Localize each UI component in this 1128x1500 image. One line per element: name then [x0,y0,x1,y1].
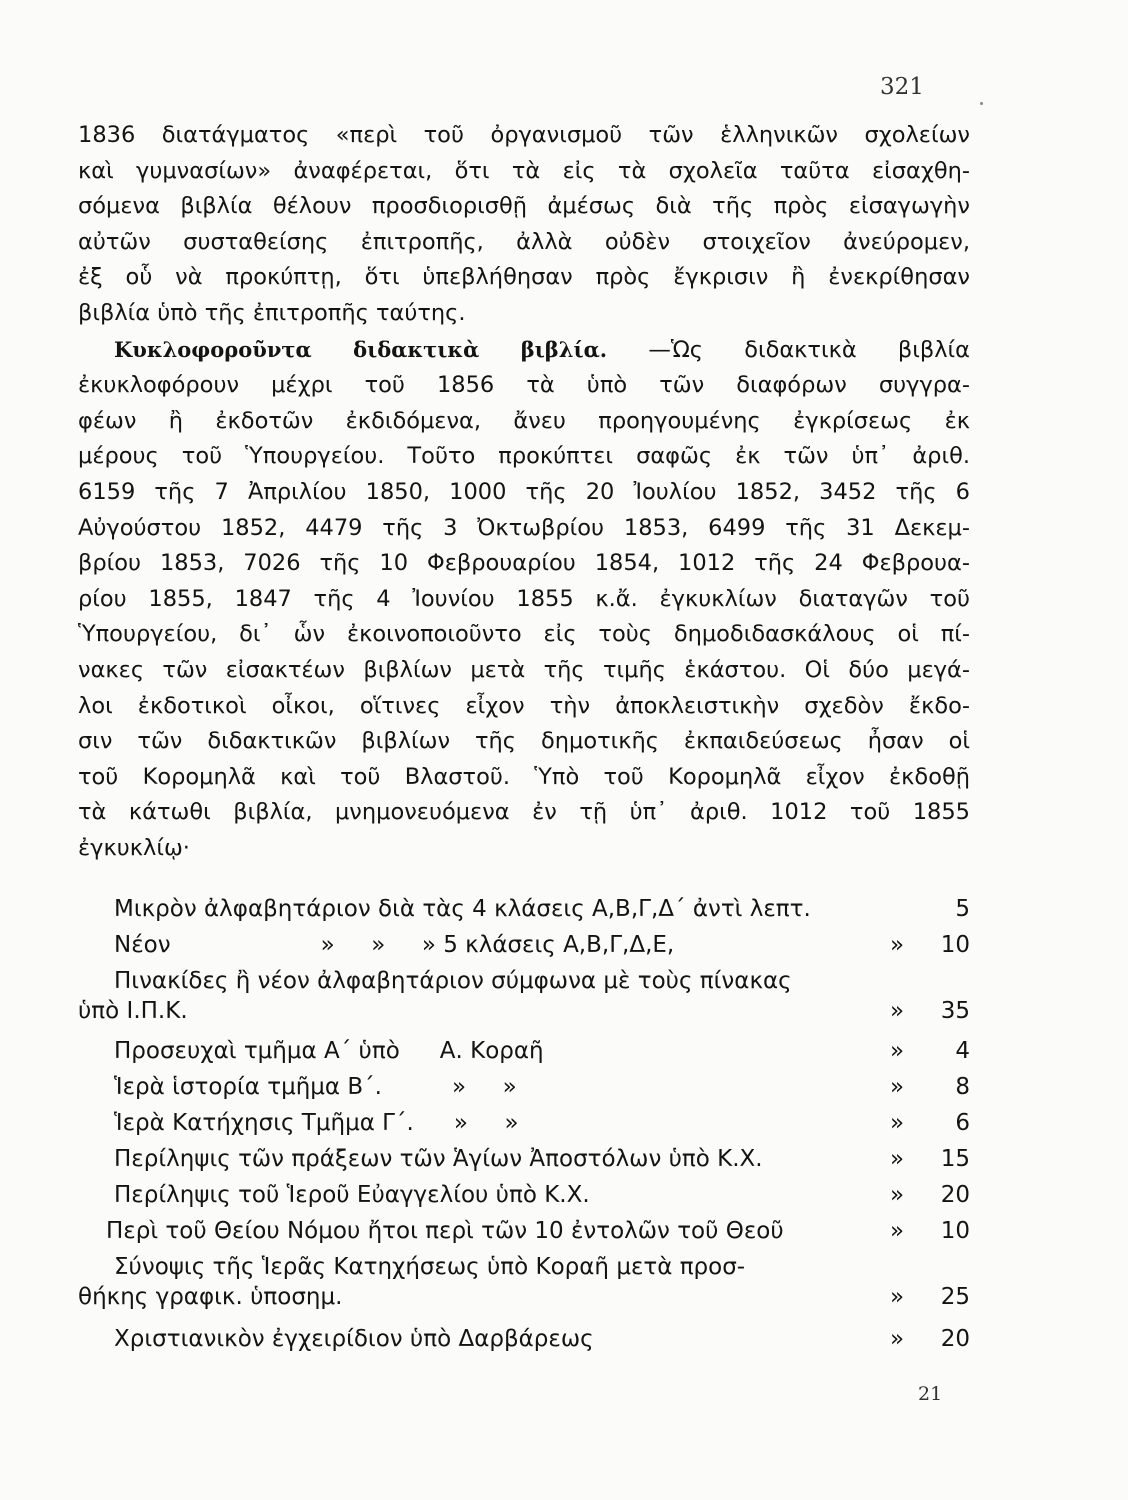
ditto-marks: » » [453,1110,519,1136]
book-title: Περίληψις τῶν πράξεων τῶν Ἁγίων Ἀποστόλων ὑπὸ Κ.Χ. [114,1146,763,1172]
book-price: 10 [940,1218,970,1244]
book-title: Χριστιανικὸν ἐγχειρίδιον ὑπὸ Δαρβάρεως [114,1326,594,1352]
list-item [78,998,970,1038]
text-line: τοῦ Κορομηλᾶ καὶ τοῦ Βλαστοῦ. Ὑπὸ τοῦ Κορομηλᾶ εἶχον ἐκδοθῇ [78,763,970,790]
list-item [78,1110,970,1146]
list-item [78,1284,970,1326]
book-price: 25 [940,1284,970,1310]
text-line: βιβλία ὑπὸ τῆς ἐπιτροπῆς ταύτης. [78,299,466,326]
book-author: Α. Κοραῆ [439,1038,544,1064]
ditto-mark: » [889,932,905,958]
text-line: ρίου 1855, 1847 τῆς 4 Ἰουνίου 1855 κ.ἄ. ἐγκυκλίων διαταγῶν τοῦ [78,585,970,612]
ditto-mark: » [889,1284,905,1310]
ditto-mark: » [889,1182,905,1208]
book-price: 5 [955,896,970,922]
ditto-mark: » [889,998,905,1024]
section-heading: Κυκλοφοροῦντα διδακτικὰ βιβλία. [114,336,608,362]
text-line: νακες τῶν εἰσακτέων βιβλίων μετὰ τῆς τιμῆς ἑκάστου. Οἱ δύο μεγά- [78,656,970,683]
book-price: 4 [955,1038,970,1064]
signature-mark: 21 [918,1383,943,1405]
book-title: θήκης γραφικ. ὑποσημ. [78,1284,343,1310]
text-line: μέρους τοῦ Ὑπουργείου. Τοῦτο προκύπτει σαφῶς ἐκ τῶν ὑπ᾿ ἀριθ. [78,443,970,470]
list-item [78,1326,970,1362]
text-line: βρίου 1853, 7026 τῆς 10 Φεβρουαρίου 1854, 1012 τῆς 24 Φεβρουα- [78,550,970,577]
book-title [78,1038,860,1064]
text-line: Αὐγούστου 1852, 4479 τῆς 3 Ὀκτωβρίου 1853, 6499 τῆς 31 Δεκεμ- [78,514,970,541]
text-line: ἐκυκλοφόρουν μέχρι τοῦ 1856 τὰ ὑπὸ τῶν διαφόρων συγγρα- [78,372,970,399]
ditto-mark: » [889,1110,905,1136]
list-item [78,968,970,998]
heading-rest: —Ὡς διδακτικὰ βιβλία [648,336,970,363]
list-item [78,1038,970,1074]
text-line: φέων ἢ ἐκδοτῶν ἐκδιδόμενα, ἄνευ προηγουμένης ἐγκρίσεως ἐκ [78,407,970,434]
text-line: αὐτῶν συσταθείσης ἐπιτροπῆς, ἀλλὰ οὐδὲν στοιχεῖον ἀνεύρομεν, [78,228,970,255]
book-price: 35 [940,998,970,1024]
list-item [78,1254,970,1284]
ditto-marks: » » [452,1074,517,1100]
book-title: Περίληψις τοῦ Ἱεροῦ Εὐαγγελίου ὑπὸ Κ.Χ. [114,1182,590,1208]
ditto-mark: » [889,1074,905,1100]
ditto-marks: » » » [320,932,436,958]
text-line: τὰ κάτωθι βιβλία, μνημονευόμενα ἐν τῇ ὑπ᾿ ἀριθ. 1012 τοῦ 1855 [78,799,970,826]
book-title-start: Ἱερὰ Κατήχησις Τμῆμα Γ΄. [114,1110,414,1136]
text-line: 1836 διατάγματος «περὶ τοῦ ὀργανισμοῦ τῶν ἑλληνικῶν σχολείων [78,122,970,148]
book-title: ὑπὸ Ι.Π.Κ. [78,998,188,1024]
list-item [78,1074,970,1110]
text-line: ἐξ οὗ νὰ προκύπτῃ, ὅτι ὑπεβλήθησαν πρὸς ἔγκρισιν ἢ ἐνεκρίθησαν [78,264,970,291]
ditto-mark: » [889,1326,905,1352]
list-item [78,1182,970,1218]
book-price: 6 [955,1110,970,1136]
speck [980,102,983,105]
book-price: 20 [940,1182,970,1208]
book-price: 10 [940,932,970,958]
page-number: 321 [880,74,924,100]
book-title: Σύνοψις τῆς Ἱερᾶς Κατηχήσεως ὑπὸ Κοραῆ μετὰ προσ- [114,1254,746,1280]
list-item [78,932,970,968]
book-title: Πινακίδες ἢ νέον ἀλφαβητάριον σύμφωνα μὲ τοὺς πίνακας [114,968,792,994]
book-price: 8 [955,1074,970,1100]
book-title-start: Προσευχαὶ τμῆμα Α΄ ὑπὸ [114,1038,400,1064]
text-line: Ὑπουργείου, δι᾿ ὧν ἐκοινοποιοῦντο εἰς τοὺς δημοδιδασκάλους οἱ πί- [78,621,970,648]
book-title: Περὶ τοῦ Θείου Νόμου ἤτοι περὶ τῶν 10 ἐντολῶν τοῦ Θεοῦ [106,1218,784,1244]
list-item [78,896,970,932]
book-title-start: Ἱερὰ ἱστορία τμῆμα Β΄. [114,1074,382,1100]
text-line: καὶ γυμνασίων» ἀναφέρεται, ὅτι τὰ εἰς τὰ σχολεῖα ταῦτα εἰσαχθη- [78,157,970,184]
book-title [78,932,860,958]
book-title-rest: 5 κλάσεις Α,Β,Γ,Δ,Ε, [443,932,675,958]
ditto-mark: » [889,1146,905,1172]
ditto-mark: » [889,1038,905,1064]
text-line: ἐγκυκλίῳ· [78,834,190,861]
body-text [78,118,970,866]
list-item [78,1218,970,1254]
list-item [78,1146,970,1182]
book-price: 20 [940,1326,970,1352]
heading-line [78,332,970,369]
book-price-list [78,896,970,1362]
book-title [78,1110,860,1136]
text-line: 6159 τῆς 7 Ἀπριλίου 1850, 1000 τῆς 20 Ἰουλίου 1852, 3452 τῆς 6 [78,478,970,505]
book-title-start: Νέον [114,932,171,958]
ditto-mark: » [889,1218,905,1244]
text-line: λοι ἐκδοτικοὶ οἶκοι, οἵτινες εἶχον τὴν ἀποκλειστικὴν σχεδὸν ἔκδο- [78,692,970,719]
book-price: 15 [940,1146,970,1172]
text-line: σιν τῶν διδακτικῶν βιβλίων τῆς δημοτικῆς ἐκπαιδεύσεως ἦσαν οἱ [78,728,970,755]
book-title: Μικρὸν ἀλφαβητάριον διὰ τὰς 4 κλάσεις Α,Β,Γ,Δ΄ ἀντὶ λεπτ. [114,896,811,922]
text-line: σόμενα βιβλία θέλουν προσδιορισθῇ ἀμέσως διὰ τῆς πρὸς εἰσαγωγὴν [78,193,970,220]
book-title [78,1074,860,1100]
